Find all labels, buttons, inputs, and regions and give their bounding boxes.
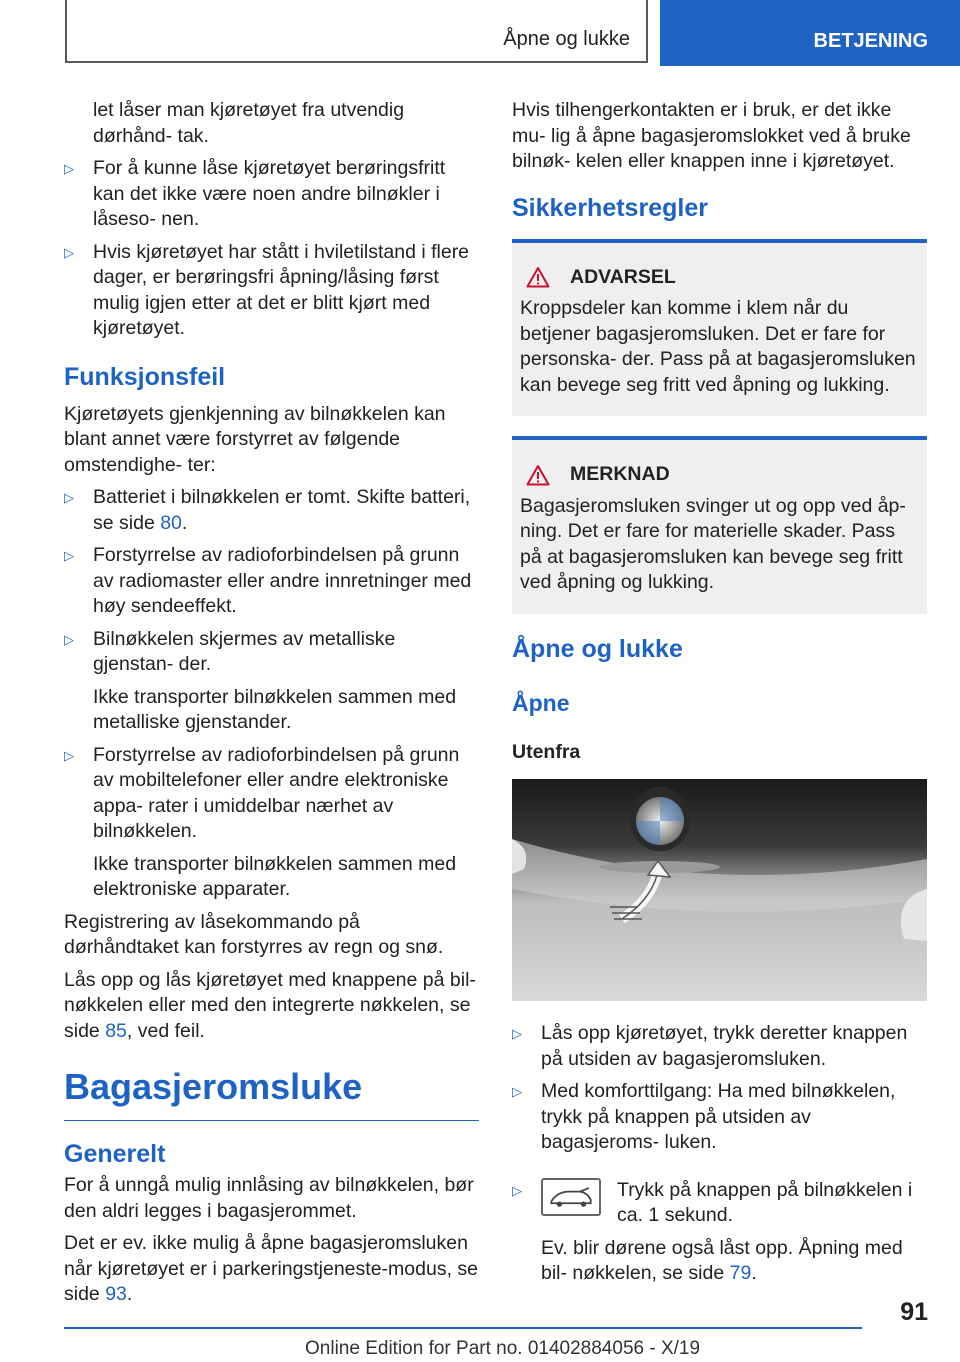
heading-aapne-og-lukke: Åpne og lukke <box>512 634 683 663</box>
list-item: ▷ Hvis kjøretøyet har stått i hviletilstand i flere dager, er berøringsfri åpning/låsing først mulig igjen etter at det er blitt kjørt med kjøretøyet. <box>64 240 470 339</box>
paragraph: Registrering av låsekommando på dørhåndtaket kan forstyrres av regn og snø. <box>64 910 444 958</box>
heading-utenfra: Utenfra <box>512 740 581 763</box>
heading-sikkerhetsregler: Sikkerhetsregler <box>512 193 708 222</box>
warning-text: Kroppsdeler kan komme i klem når du betjener bagasjeromsluken. Det er fare for personska- der. Pass på at bagasjeromsluken kan bevege seg fritt ved åpning og lukking. <box>520 297 916 396</box>
paragraph: Det er ev. ikke mulig å åpne bagasjeromsluken når kjøretøyet er i parkeringstjeneste-modus, se side 93. <box>64 1232 478 1305</box>
bullet-icon: ▷ <box>64 161 74 176</box>
notice-box <box>512 436 927 614</box>
list-item-note: Ikke transporter bilnøkkelen sammen med elektroniske apparater. <box>93 852 457 900</box>
bullet-icon: ▷ <box>64 244 74 260</box>
notice-text: Bagasjeromsluken svinger ut og opp ved åp- ning. Det er fare for materielle skader. Pass på at bagasjeromsluken kan bevege seg fritt ved åpning og lukking. <box>520 494 906 593</box>
header-title-box <box>65 0 648 63</box>
bullet-icon: ▷ <box>64 548 74 563</box>
bullet-icon: ▷ <box>512 1026 522 1041</box>
bullet-icon: ▷ <box>64 631 74 647</box>
right-column <box>512 98 927 1294</box>
page-link[interactable]: 93 <box>105 1283 127 1305</box>
paragraph: Lås opp og lås kjøretøyet med knappene på bil- nøkkelen eller med den integrerte nøkkelen, se side 85, ved feil. <box>64 968 476 1042</box>
warning-triangle-icon <box>526 464 550 486</box>
trunk-button-photo <box>512 779 927 1001</box>
notice-title: MERKNAD <box>570 463 670 485</box>
list-item-note: Ikke transporter bilnøkkelen sammen med metalliske gjenstander. <box>93 685 457 733</box>
funksjonsfeil-intro: Kjøretøyets gjenkjenning av bilnøkkelen kan blant annet være forstyrret av følgende omstendighe- ter: <box>64 402 446 476</box>
page-link[interactable]: 85 <box>105 1019 127 1042</box>
list-item: ▷ Forstyrrelse av radioforbindelsen på grunn av radiomaster eller andre innretninger med høy sendeeffekt. <box>64 544 472 617</box>
list-item-note: Ev. blir dørene også låst opp. Åpning med bil- nøkkelen, se side 79. <box>541 1236 903 1284</box>
footer-divider <box>64 1327 862 1329</box>
warning-triangle-icon <box>526 266 550 288</box>
header-section: BETJENING <box>813 30 928 52</box>
page-number: 91 <box>900 1298 928 1326</box>
intro-continuation: let låser man kjøretøyet fra utvendig dørhånd- tak. <box>93 99 405 147</box>
bullet-icon: ▷ <box>64 490 74 505</box>
list-item: ▷ For å kunne låse kjøretøyet berøringsfritt kan det ikke være noen andre bilnøkler i låseso- nen. <box>64 157 446 230</box>
page-link[interactable]: 79 <box>729 1262 752 1284</box>
list-item: ▷ Med komforttilgang: Ha med bilnøkkelen, trykk på knappen på utsiden av bagasjeroms- luken. <box>512 1080 896 1153</box>
left-column <box>64 98 479 1315</box>
header-section-tab[interactable] <box>660 0 960 66</box>
heading-bagasjeromsluke: Bagasjeromsluke <box>64 1064 479 1121</box>
page-link[interactable]: 80 <box>160 511 182 534</box>
paragraph: For å unngå mulig innlåsing av bilnøkkelen, bør den aldri legges i bagasjerommet. <box>64 1174 474 1222</box>
list-item: ▷ Trykk på knappen på bilnøkkelen i ca. 1 sekund. Ev. blir dørene også låst opp. Åpning med bil- nøkkelen, se side 79. <box>512 1178 927 1287</box>
list-item: ▷ Batteriet i bilnøkkelen er tomt. Skifte batteri, se side 80. <box>64 486 471 534</box>
warning-title: ADVARSEL <box>570 265 676 288</box>
header-title: Åpne og lukke <box>503 28 630 50</box>
warning-box <box>512 239 927 417</box>
footer-edition: Online Edition for Part no. 01402884056 - X/19 <box>305 1338 701 1359</box>
heading-generelt: Generelt <box>64 1140 166 1168</box>
right-intro: Hvis tilhengerkontakten er i bruk, er det ikke mu- lig å åpne bagasjeromslokket ved å bruke bilnøk- kelen eller knappen inne i kjøretøyet. <box>512 99 911 172</box>
list-item: ▷ Bilnøkkelen skjermes av metalliske gjenstan- der. Ikke transporter bilnøkkelen sammen med metalliske gjenstander. <box>64 627 479 736</box>
car-trunk-key-icon <box>541 1178 601 1216</box>
bullet-icon: ▷ <box>512 1182 522 1198</box>
bullet-icon: ▷ <box>64 747 74 763</box>
bullet-icon: ▷ <box>512 1084 522 1099</box>
list-item: ▷ Forstyrrelse av radioforbindelsen på grunn av mobiltelefoner eller andre elektroniske appa- rater i umiddelbar nærhet av bilnøkkelen. Ikke transporter bilnøkkelen sammen med elektroniske apparater. <box>64 743 479 903</box>
heading-aapne: Åpne <box>512 689 570 716</box>
list-item: ▷ Lås opp kjøretøyet, trykk deretter knappen på utsiden av bagasjeromsluken. <box>512 1022 908 1070</box>
heading-funksjonsfeil: Funksjonsfeil <box>64 362 226 391</box>
